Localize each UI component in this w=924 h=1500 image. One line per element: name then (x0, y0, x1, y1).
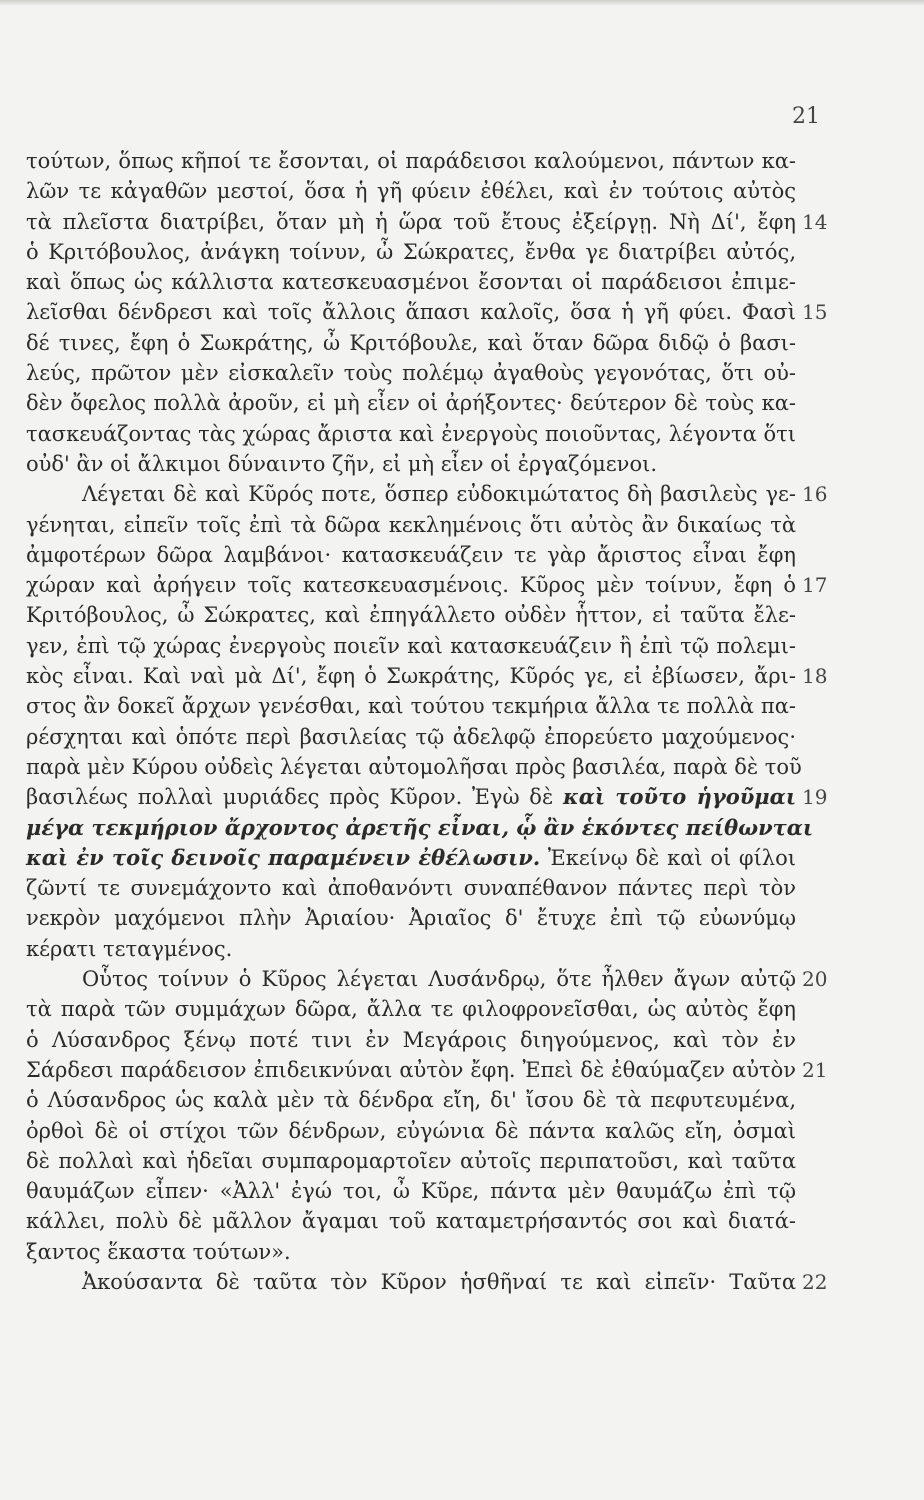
text-line (26, 722, 796, 752)
text-line (26, 510, 796, 540)
text-run: κὸς εἶναι. Καὶ ναὶ μὰ Δί', ἔφη ὁ Σωκράτης, Κῦρός γε, εἰ ἐβίωσεν, ἄρι- (26, 664, 796, 689)
text-line (26, 540, 796, 570)
text-run: τὰ πλεῖστα διατρίβει, ὅταν μὴ ἡ ὥρα τοῦ ἔτους ἐξείργῃ. Νὴ Δί', ἔφη (26, 209, 796, 234)
text-run: ξαντος ἕκαστα τούτων». (26, 1239, 291, 1264)
body-text (26, 146, 828, 1297)
text-run: καὶ ὅπως ὡς κάλλιστα κατεσκευασμένοι ἔσονται οἱ παράδεισοι ἐπιμε- (26, 270, 796, 295)
emphasized-text: μέγα τεκμήριον ἄρχοντος ἀρετῆς εἶναι, ᾧ ἂν ἑκόντες πείθωνται (26, 814, 814, 840)
text-run: τὰ παρὰ τῶν συμμάχων δῶρα, ἄλλα τε φιλοφρονεῖσθαι, ὡς αὐτὸς ἔφη (26, 997, 796, 1022)
text-line (26, 600, 796, 630)
section-number: 21 (802, 1057, 828, 1082)
page-number: 21 (792, 104, 820, 129)
text-line (26, 267, 796, 297)
text-run: τούτων, ὅπως κῆποί τε ἔσονται, οἱ παράδεισοι καλούμενοι, πάντων κα- (26, 149, 796, 173)
text-line (26, 903, 796, 933)
text-run: ὀρθοὶ δὲ οἱ στίχοι τῶν δένδρων, εὐγώνια δὲ πάντα καλῶς εἴη, ὀσμαὶ (26, 1118, 796, 1143)
text-line (26, 873, 796, 903)
text-run: Οὗτος τοίνυν ὁ Κῦρος λέγεται Λυσάνδρῳ, ὅτε ἦλθεν ἄγων αὐτῷ (82, 967, 796, 992)
text-run: Ἀκούσαντα δὲ ταῦτα τὸν Κῦρον ἡσθῆναί τε καὶ εἰπεῖν· Ταῦτα (82, 1269, 796, 1294)
text-line (26, 752, 802, 782)
text-line (26, 1025, 796, 1055)
text-line (26, 207, 828, 237)
text-line (26, 176, 796, 206)
page-top-edge (0, 0, 924, 6)
emphasized-text: καὶ ἐν τοῖς δεινοῖς παραμένειν ἐθέλωσιν. (26, 844, 541, 870)
text-run: ἀμφοτέρων δῶρα λαμβάνοι· κατασκευάζειν τε γὰρ ἄριστος εἶναι ἔφη (26, 542, 796, 567)
text-run: χώραν καὶ ἀρήγειν τοῖς κατεσκευασμένοις. Κῦρος μὲν τοίνυν, ἔφη ὁ (26, 573, 796, 598)
text-line (26, 1206, 796, 1236)
text-run: δὲ πολλαὶ καὶ ἡδεῖαι συμπαρομαρτοῖεν αὐτοῖς περιπατοῦσι, καὶ ταῦτα (26, 1148, 796, 1173)
text-line (26, 1237, 796, 1267)
text-line (26, 964, 828, 994)
text-run: ὁ Κριτόβουλος, ἀνάγκη τοίνυν, ὦ Σώκρατες, ἔνθα γε διατρίβει αὐτός, (26, 239, 796, 264)
text-line (26, 419, 796, 449)
text-line (26, 843, 796, 873)
text-run: νεκρὸν μαχόμενοι πλὴν Ἀριαίου· Ἀριαῖος δ' ἔτυχε ἐπὶ τῷ εὐωνύμῳ (26, 906, 796, 931)
text-line (26, 570, 828, 600)
text-run: Ἐκείνῳ δὲ καὶ οἱ φίλοι (540, 845, 796, 870)
section-number: 18 (802, 664, 828, 689)
text-run: στος ἂν δοκεῖ ἄρχων γενέσθαι, καὶ τούτου τεκμήρια ἄλλα τε πολλὰ πα- (26, 694, 796, 719)
text-run: Σάρδεσι παράδεισον ἐπιδεικνύναι αὐτὸν ἔφη. Ἐπεὶ δὲ ἐθαύμαζεν αὐτὸν (26, 1057, 796, 1082)
text-run: λεύς, πρῶτον μὲν εἰσκαλεῖν τοὺς πολέμῳ ἀγαθοὺς γεγονότας, ὅτι οὐ- (26, 361, 796, 386)
text-run: παρὰ μὲν Κύρου οὐδεὶς λέγεται αὐτομολῆσαι πρὸς βασιλέα, παρὰ δὲ τοῦ (26, 754, 802, 779)
text-run: ὁ Λύσανδρος ξένῳ ποτέ τινι ἐν Μεγάροις διηγούμενος, καὶ τὸν ἐν (26, 1027, 796, 1052)
text-line (26, 661, 828, 691)
text-run: γένηται, εἰπεῖν τοῖς ἐπὶ τὰ δῶρα κεκλημένοις ὅτι αὐτὸς ἂν δικαίως τὰ (26, 512, 796, 537)
text-run: λῶν τε κἀγαθῶν μεστοί, ὅσα ἡ γῆ φύειν ἐθέλει, καὶ ἐν τούτοις αὐτὸς (26, 179, 796, 204)
text-run: ρέσχηται καὶ ὁπότε περὶ βασιλείας τῷ ἀδελφῷ ἐπορεύετο μαχούμενος· (26, 724, 796, 749)
text-run: βασιλέως πολλαὶ μυριάδες πρὸς Κῦρον. Ἐγὼ δὲ (26, 785, 563, 810)
text-run: κέρατι τεταγμένος. (26, 936, 233, 961)
text-run: ζῶντί τε συνεμάχοντο καὶ ἀποθανόντι συναπέθανον πάντες περὶ τὸν (26, 876, 796, 901)
text-line (26, 449, 796, 479)
text-line (26, 631, 796, 661)
text-line (26, 1267, 828, 1297)
text-run: οὐδ' ἂν οἱ ἄλκιμοι δύναιντο ζῆν, εἰ μὴ εἶεν οἱ ἐργαζόμενοι. (26, 451, 657, 476)
text-run: λεῖσθαι δένδρεσι καὶ τοῖς ἄλλοις ἅπασι καλοῖς, ὅσα ἡ γῆ φύει. Φασὶ (26, 300, 796, 325)
section-number: 20 (802, 967, 828, 992)
text-line (26, 782, 828, 812)
section-number: 15 (802, 300, 828, 325)
text-line (26, 1146, 796, 1176)
text-line (26, 813, 814, 843)
section-number: 14 (802, 209, 828, 234)
text-run: γεν, ἐπὶ τῷ χώρας ἐνεργοὺς ποιεῖν καὶ κατασκευάζειν ἢ ἐπὶ τῷ πολεμι- (26, 633, 796, 658)
text-line (26, 146, 796, 176)
text-line (26, 994, 796, 1024)
text-line (26, 388, 796, 418)
text-line (26, 297, 828, 327)
text-run: θαυμάζων εἶπεν· «Ἀλλ' ἐγώ τοι, ὦ Κῦρε, πάντα μὲν θαυμάζω ἐπὶ τῷ (26, 1179, 796, 1204)
text-line (26, 691, 796, 721)
text-line (26, 237, 796, 267)
text-run: κάλλει, πολὺ δὲ μᾶλλον ἄγαμαι τοῦ καταμετρήσαντός σοι καὶ διατά- (26, 1209, 796, 1234)
text-run: Κριτόβουλος, ὦ Σώκρατες, καὶ ἐπηγάλλετο οὐδὲν ἧττον, εἰ ταῦτα ἔλε- (26, 603, 796, 628)
text-line (26, 1176, 796, 1206)
text-run: Λέγεται δὲ καὶ Κῦρός ποτε, ὅσπερ εὐδοκιμώτατος δὴ βασιλεὺς γε- (82, 482, 796, 507)
text-line (26, 328, 796, 358)
text-run: ὁ Λύσανδρος ὡς καλὰ μὲν τὰ δένδρα εἴη, δι' ἴσου δὲ τὰ πεφυτευμένα, (26, 1088, 796, 1113)
text-run: δέ τινες, ἔφη ὁ Σωκράτης, ὦ Κριτόβουλε, καὶ ὅταν δῶρα διδῷ ὁ βασι- (26, 330, 796, 355)
text-line (26, 1085, 796, 1115)
text-line (26, 479, 828, 509)
emphasized-text: καὶ τοῦτο ἡγοῦμαι (562, 784, 796, 810)
section-number: 16 (802, 482, 828, 507)
section-number: 19 (802, 785, 828, 810)
text-run: δὲν ὄφελος πολλὰ ἀροῦν, εἰ μὴ εἶεν οἱ ἀρήξοντες· δεύτερον δὲ τοὺς κα- (26, 391, 796, 416)
text-line (26, 1055, 828, 1085)
text-line (26, 358, 796, 388)
text-line (26, 934, 796, 964)
text-run: τασκευάζοντας τὰς χώρας ἄριστα καὶ ἐνεργοὺς ποιοῦντας, λέγοντα ὅτι (26, 421, 796, 446)
section-number: 22 (802, 1269, 828, 1294)
text-line (26, 1116, 796, 1146)
section-number: 17 (802, 573, 828, 598)
